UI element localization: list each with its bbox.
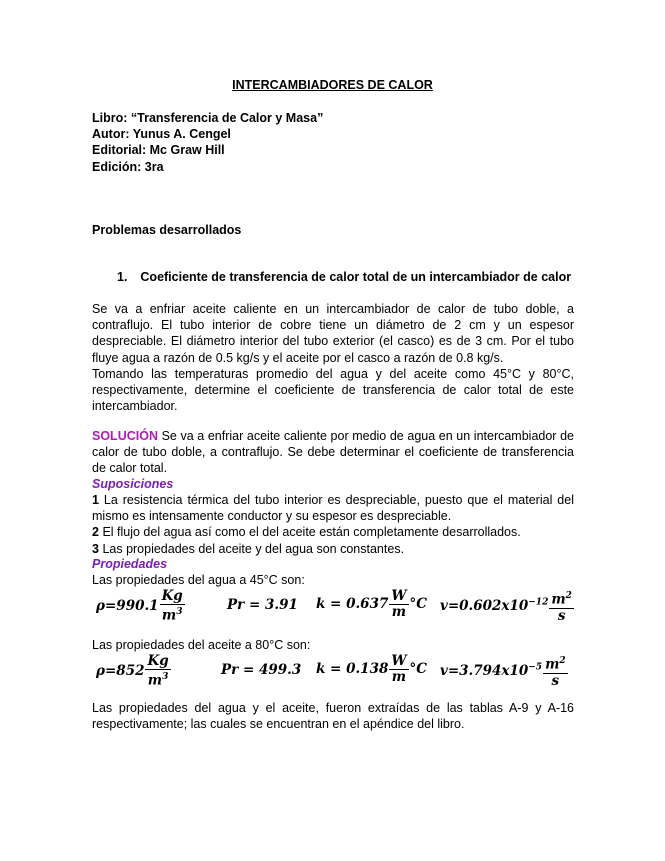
book-title: Libro: “Transferencia de Calor y Masa” bbox=[92, 111, 324, 125]
solution-paragraph bbox=[92, 428, 574, 477]
assumption-3: 3 Las propiedades del aceite y del agua son constantes. bbox=[92, 541, 405, 556]
problem-statement-2: Tomando las temperaturas promedio del agua y del aceite como 45°C y 80°C, respectivamente, determine el coeficiente de transferencia de calor total de este intercambiador. bbox=[92, 366, 574, 414]
closing-paragraph: Las propiedades del agua y el aceite, fueron extraídas de las tablas A-9 y A-16 respectivamente; las cuales se encuentran en el apéndice del libro. bbox=[92, 701, 574, 732]
oil-viscosity-eq: $v=3.794x10^{-5}$ $\frac{m^2}{s}$ bbox=[440, 656, 566, 689]
assumption-2: 2 El flujo del agua así como el del aceite están completamente desarrollados. bbox=[92, 525, 521, 540]
assumptions-heading: Suposiciones bbox=[92, 477, 174, 491]
oil-conductivity-eq: k = 0.138 $\frac{W}{m}$ °C bbox=[316, 653, 428, 685]
water-conductivity-eq: k = 0.637 $\frac{W}{m}$ °C bbox=[316, 588, 428, 620]
problem-statement-1: Se va a enfriar aceite caliente en un intercambiador de calor de tubo doble, a contraflujo. El tubo interior de cobre tiene un diámetro de 2 cm y un espesor despreciable. El diámetro interior del tubo exterior (el casco) es de 3 cm. Por el tubo fluye agua a razón de 0.5 kg/s y el aceite por el casco a razón de 0.8 kg/s. bbox=[92, 302, 574, 365]
problem-heading bbox=[117, 269, 587, 285]
problem-number: 1. bbox=[117, 270, 128, 284]
section-heading: Problemas desarrollados bbox=[92, 223, 242, 237]
assumptions-list bbox=[92, 492, 574, 557]
water-viscosity-eq: $v=0.602x10^{-12}$ $\frac{m^2}{s}$ bbox=[440, 591, 572, 624]
book-edition: Edición: 3ra bbox=[92, 159, 164, 174]
oil-density-eq: ρ=852 $\frac{Kg}{m^3}$ bbox=[96, 653, 169, 689]
oil-prandtl-eq: Pr = 499.3 bbox=[221, 662, 302, 678]
oil-properties-intro: Las propiedades del aceite a 80°C son: bbox=[92, 638, 311, 652]
solution-text: Se va a enfriar aceite caliente por medio de agua en un intercambiador de calor de tubo doble, a contraflujo. Se debe determinar el coeficiente de transferencia de calor total. bbox=[92, 429, 574, 476]
book-info bbox=[92, 110, 574, 175]
water-properties-intro: Las propiedades del agua a 45°C son: bbox=[92, 573, 305, 587]
document-title: INTERCAMBIADORES DE CALOR bbox=[232, 78, 433, 92]
problem-heading-text: Coeficiente de transferencia de calor total de un intercambiador de calor bbox=[140, 270, 572, 284]
book-author: Autor: Yunus A. Cengel bbox=[92, 127, 231, 142]
water-prandtl-eq: Pr = 3.91 bbox=[227, 597, 298, 613]
solution-label: SOLUCIÓN bbox=[92, 429, 158, 443]
properties-heading: Propiedades bbox=[92, 557, 168, 571]
assumption-1: 1 La resistencia térmica del tubo interior es despreciable, puesto que el material del mismo es intensamente conductor y su espesor es despreciable. bbox=[92, 493, 574, 524]
water-density-eq: ρ=990.1 $\frac{Kg}{m^3}$ bbox=[96, 588, 183, 624]
book-publisher: Editorial: Mc Graw Hill bbox=[92, 143, 225, 158]
problem-statement bbox=[92, 301, 574, 414]
